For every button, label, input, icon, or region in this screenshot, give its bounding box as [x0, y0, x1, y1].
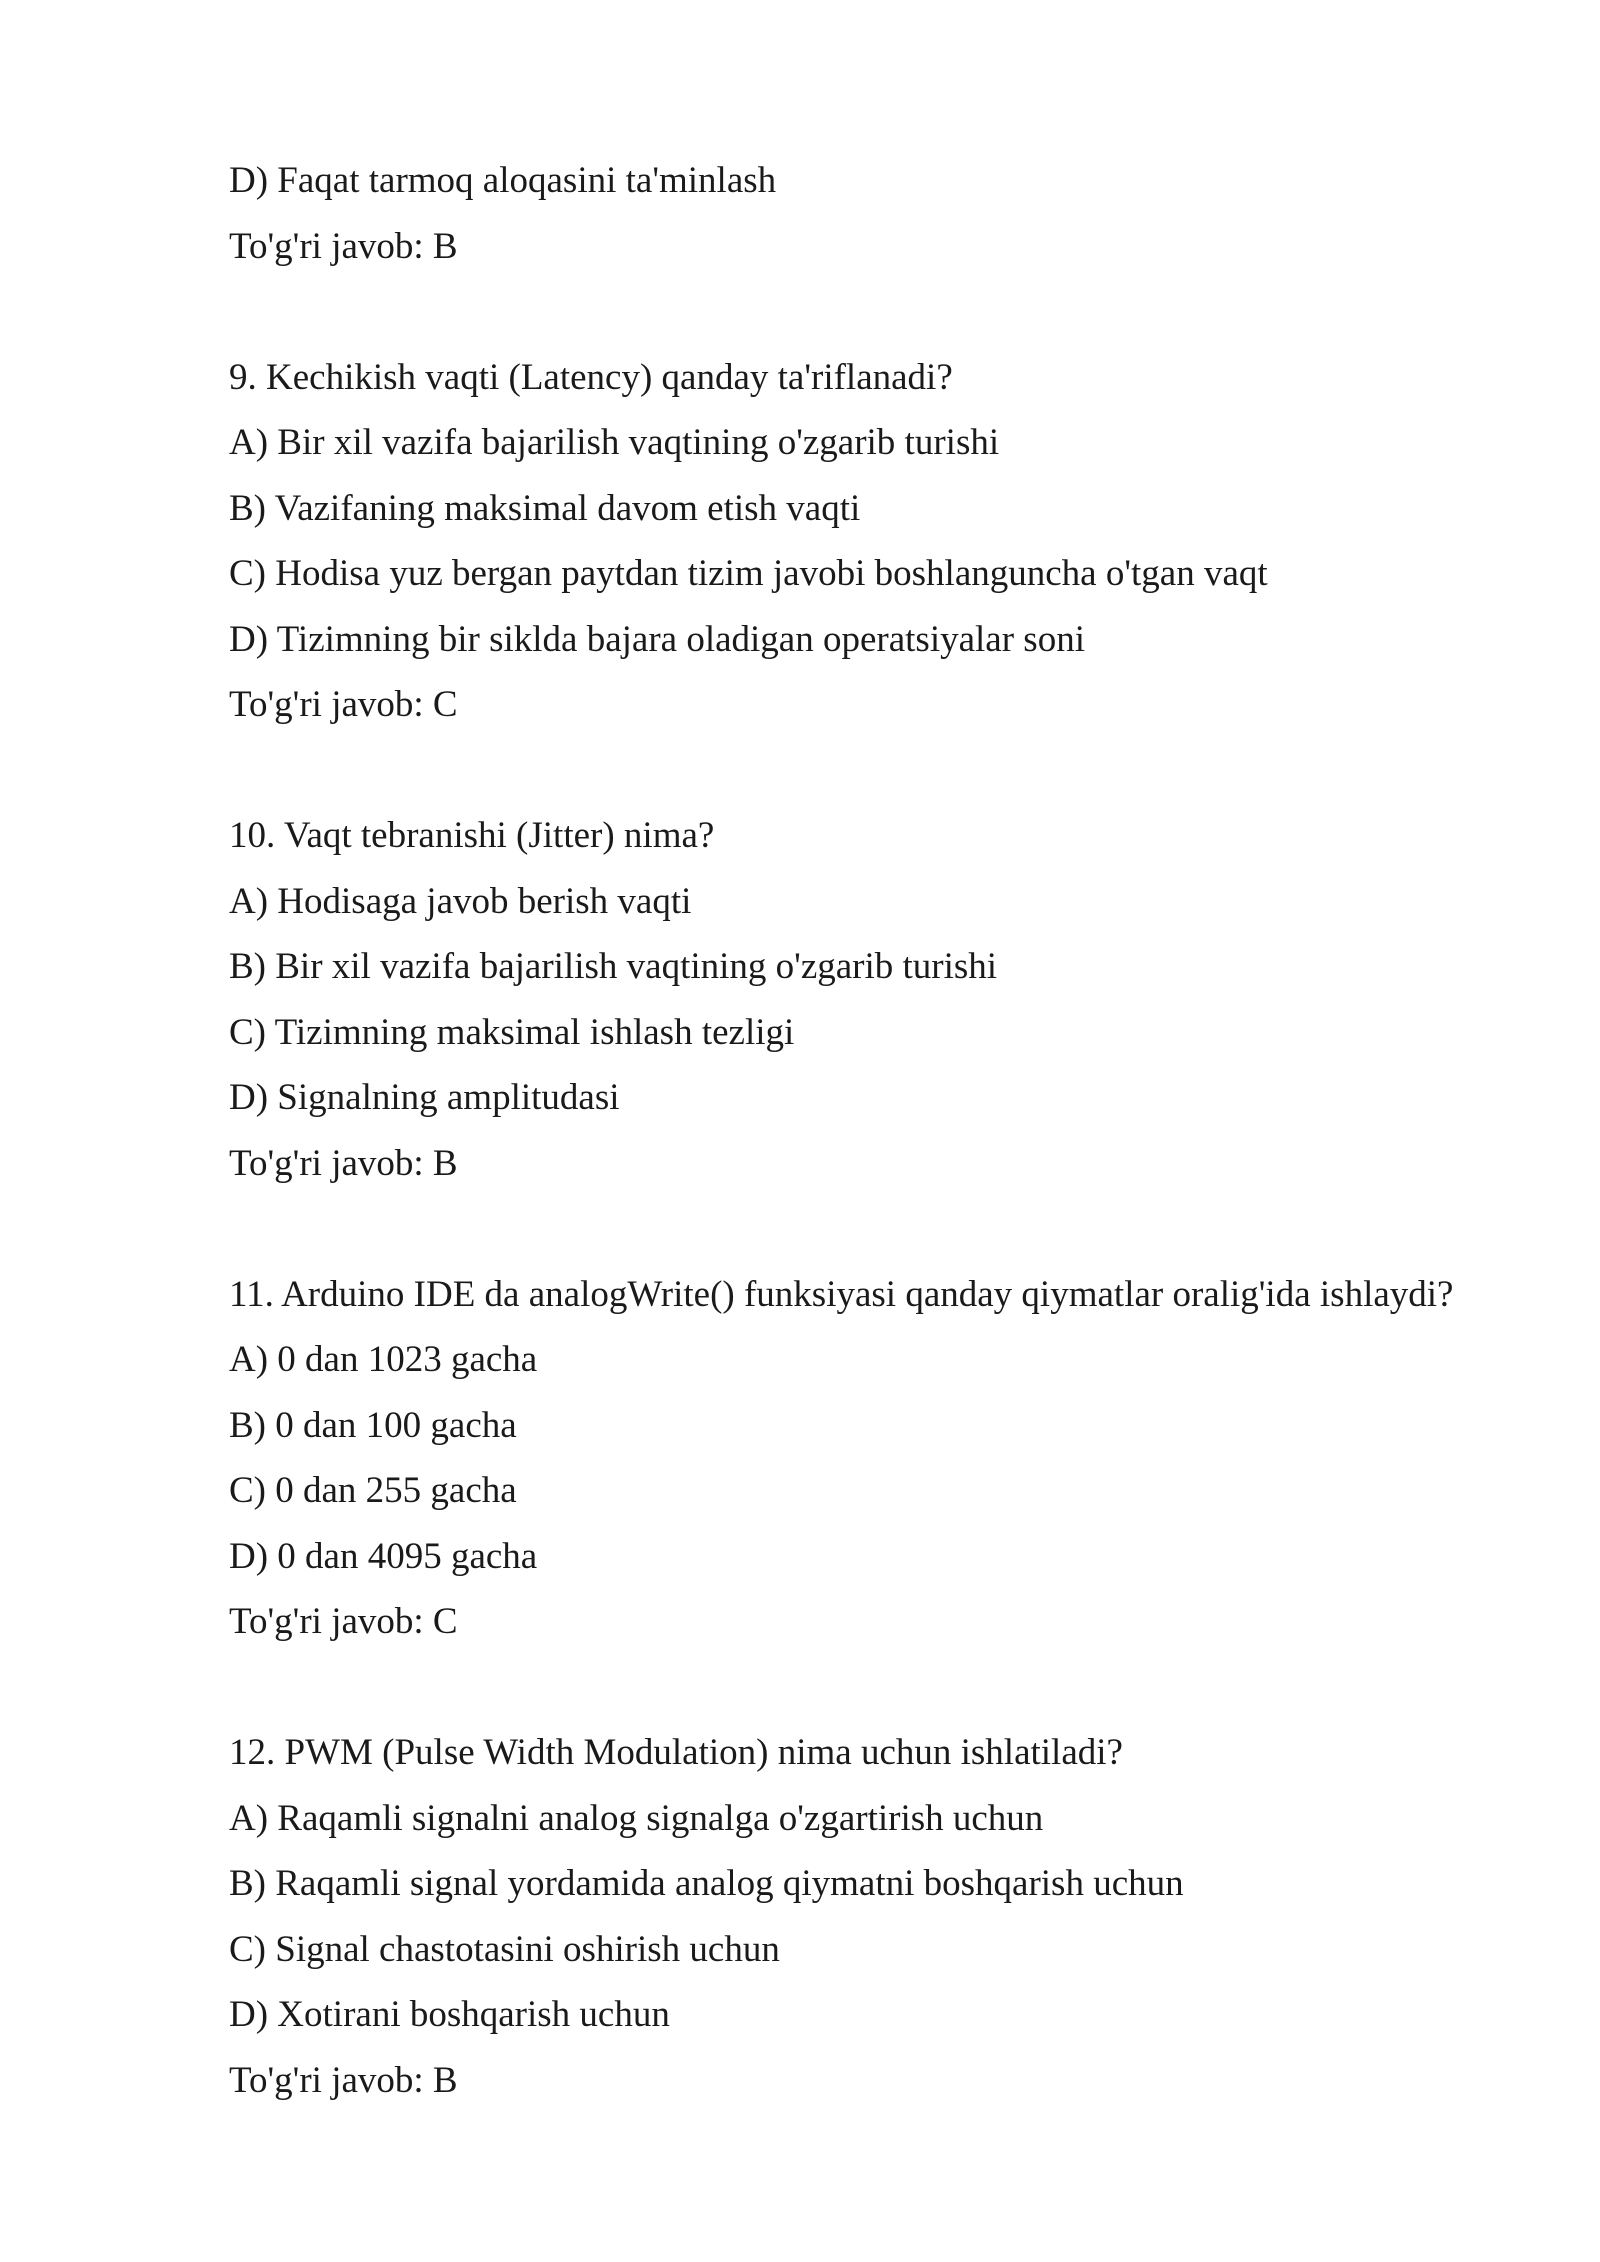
document-page: [229, 148, 1559, 2113]
option-c: C) Tizimning maksimal ishlash tezligi: [229, 1011, 795, 1053]
spacer: [229, 1196, 1559, 1262]
spacer: [229, 279, 1559, 345]
question-text: 10. Vaqt tebranishi (Jitter) nima?: [229, 815, 715, 856]
option-b: B) Bir xil vazifa bajarilish vaqtining o'zgarib turishi: [229, 946, 998, 987]
question-block-9: [229, 345, 1559, 738]
option-a: A) Raqamli signalni analog signalga o'zgartirish uchun: [229, 1797, 1044, 1839]
option-d: D) Tizimning bir sikldа bajara oladigan operatsiyalar soni: [229, 618, 1085, 660]
option-b: B) Vazifaning maksimal davom etish vaqti: [229, 487, 861, 529]
spacer: [229, 1655, 1559, 1721]
correct-answer: To'g'ri javob: B: [229, 1142, 458, 1184]
question-block-11: [229, 1262, 1559, 1655]
option-b: B) 0 dan 100 gacha: [229, 1404, 517, 1446]
option-a: A) 0 dan 1023 gacha: [229, 1339, 538, 1380]
option-a: A) Hodisaga javob berish vaqti: [229, 880, 692, 922]
correct-answer: To'g'ri javob: B: [229, 225, 458, 267]
option-a: A) Bir xil vazifa bajarilish vaqtining o'zgarib turishi: [229, 422, 1000, 463]
option-c: C) Hodisa yuz bergan paytdan tizim javobi boshlanguncha o'tgan vaqt: [229, 553, 1268, 594]
option-d: D) Faqat tarmoq aloqasini ta'minlash: [229, 160, 777, 201]
option-b: B) Raqamli signal yordamida analog qiymatni boshqarish uchun: [229, 1863, 1184, 1904]
option-c: C) Signal chastotasini oshirish uchun: [229, 1928, 780, 1970]
correct-answer: To'g'ri javob: C: [229, 684, 458, 725]
question-text: 12. PWM (Pulse Width Modulation) nima uchun ishlatiladi?: [229, 1732, 1123, 1773]
question-block-8-tail: [229, 148, 1559, 279]
correct-answer: To'g'ri javob: C: [229, 1601, 458, 1642]
correct-answer: To'g'ri javob: B: [229, 2059, 458, 2101]
question-text: 9. Kechikish vaqti (Latency) qanday ta'riflanadi?: [229, 356, 953, 398]
option-d: D) Xotirani boshqarish uchun: [229, 1994, 670, 2035]
option-d: D) 0 dan 4095 gacha: [229, 1535, 538, 1577]
option-c: C) 0 dan 255 gacha: [229, 1470, 517, 1511]
question-block-10: [229, 803, 1559, 1196]
question-block-12: [229, 1720, 1559, 2113]
option-d: D) Signalning amplitudasi: [229, 1077, 620, 1118]
spacer: [229, 738, 1559, 804]
question-text: 11. Arduino IDE da analogWrite() funksiyasi qanday qiymatlar oralig'ida ishlaydi?: [229, 1273, 1454, 1315]
